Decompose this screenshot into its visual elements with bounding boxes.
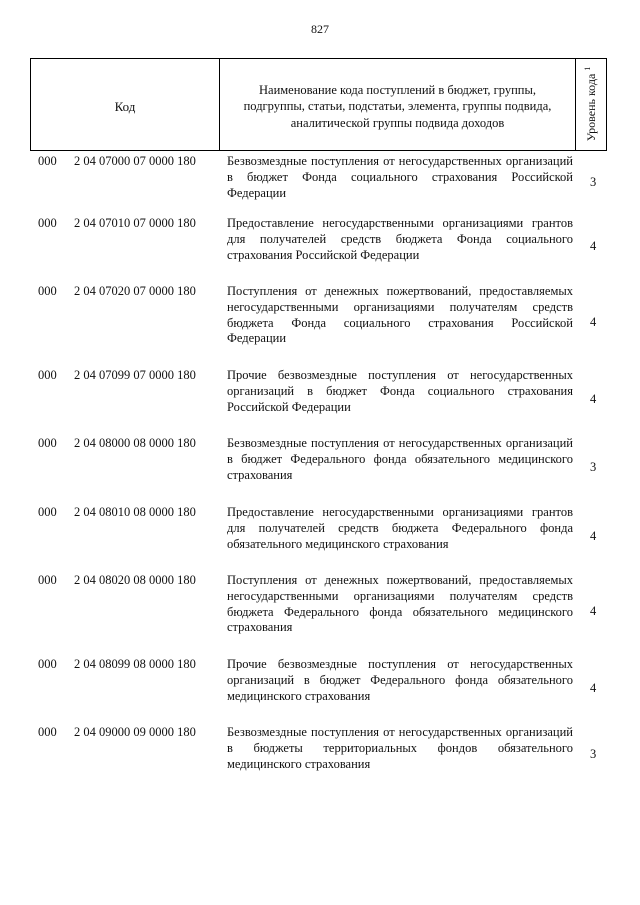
header-level-text: Уровень кода: [584, 73, 598, 142]
row-code: 2 04 07000 07 0000 180: [74, 154, 196, 168]
row-level: 4: [590, 604, 597, 618]
row-name: Безвозмездные поступления от негосударственных организаций в бюджет Федерального фонда обязательного медицинского страхования: [227, 436, 573, 482]
row-name: Безвозмездные поступления от негосударственных организаций в бюджеты территориальных фондов обязательного медицинского страхования: [227, 725, 573, 771]
row-name: Прочие безвозмездные поступления от негосударственных организаций в бюджет Фонда социального страхования Российской Федерации: [227, 368, 573, 414]
row-level: 4: [590, 529, 597, 543]
row-level: 3: [590, 460, 597, 474]
row-level: 4: [590, 239, 597, 253]
row-code: 2 04 08010 08 0000 180: [74, 505, 196, 519]
row-level: 3: [590, 175, 597, 189]
row-name: Поступления от денежных пожертвований, предоставляемых негосударственными организациями получателям средств бюджета Фонда социального страхования Российской Федерации: [227, 284, 573, 346]
row-admin-code: 000: [38, 436, 57, 450]
row-name: Безвозмездные поступления от негосударственных организаций в бюджет Фонда социального страхования Российской Федерации: [227, 154, 573, 200]
table-header: [30, 58, 607, 151]
row-level: 4: [590, 681, 597, 695]
row-admin-code: 000: [38, 368, 57, 382]
row-level: 3: [590, 747, 597, 761]
row-name: Поступления от денежных пожертвований, предоставляемых негосударственными организациями получателям средств бюджета Федерального фонда обязательного медицинского страхования: [227, 573, 573, 635]
row-admin-code: 000: [38, 154, 57, 168]
row-admin-code: 000: [38, 284, 57, 298]
row-admin-code: 000: [38, 657, 57, 671]
row-code: 2 04 07010 07 0000 180: [74, 216, 196, 230]
row-code: 2 04 08000 08 0000 180: [74, 436, 196, 450]
row-admin-code: 000: [38, 505, 57, 519]
row-level: 4: [590, 392, 597, 406]
row-code: 2 04 07099 07 0000 180: [74, 368, 196, 382]
row-admin-code: 000: [38, 573, 57, 587]
row-name: Предоставление негосударственными организациями грантов для получателей средств бюджета Фонда социального страхования Российской Федерации: [227, 216, 573, 262]
row-code: 2 04 08020 08 0000 180: [74, 573, 196, 587]
row-code: 2 04 07020 07 0000 180: [74, 284, 196, 298]
row-name: Предоставление негосударственными организациями грантов для получателей средств бюджета Федерального фонда обязательного медицинского страхования: [227, 505, 573, 551]
row-admin-code: 000: [38, 216, 57, 230]
header-level-note: 1: [583, 66, 592, 71]
row-code: 2 04 08099 08 0000 180: [74, 657, 196, 671]
header-code: Код: [31, 59, 220, 150]
row-admin-code: 000: [38, 725, 57, 739]
header-level-label: [583, 56, 599, 152]
header-level: [576, 59, 606, 150]
page-number: 827: [311, 22, 329, 36]
row-level: 4: [590, 315, 597, 329]
row-name: Прочие безвозмездные поступления от негосударственных организаций в бюджет Федерального фонда обязательного медицинского страхования: [227, 657, 573, 703]
header-name: Наименование кода поступлений в бюджет, группы, подгруппы, статьи, подстатьи, элемента, группы подвида, аналитической группы подвида доходов: [220, 59, 576, 150]
row-code: 2 04 09000 09 0000 180: [74, 725, 196, 739]
